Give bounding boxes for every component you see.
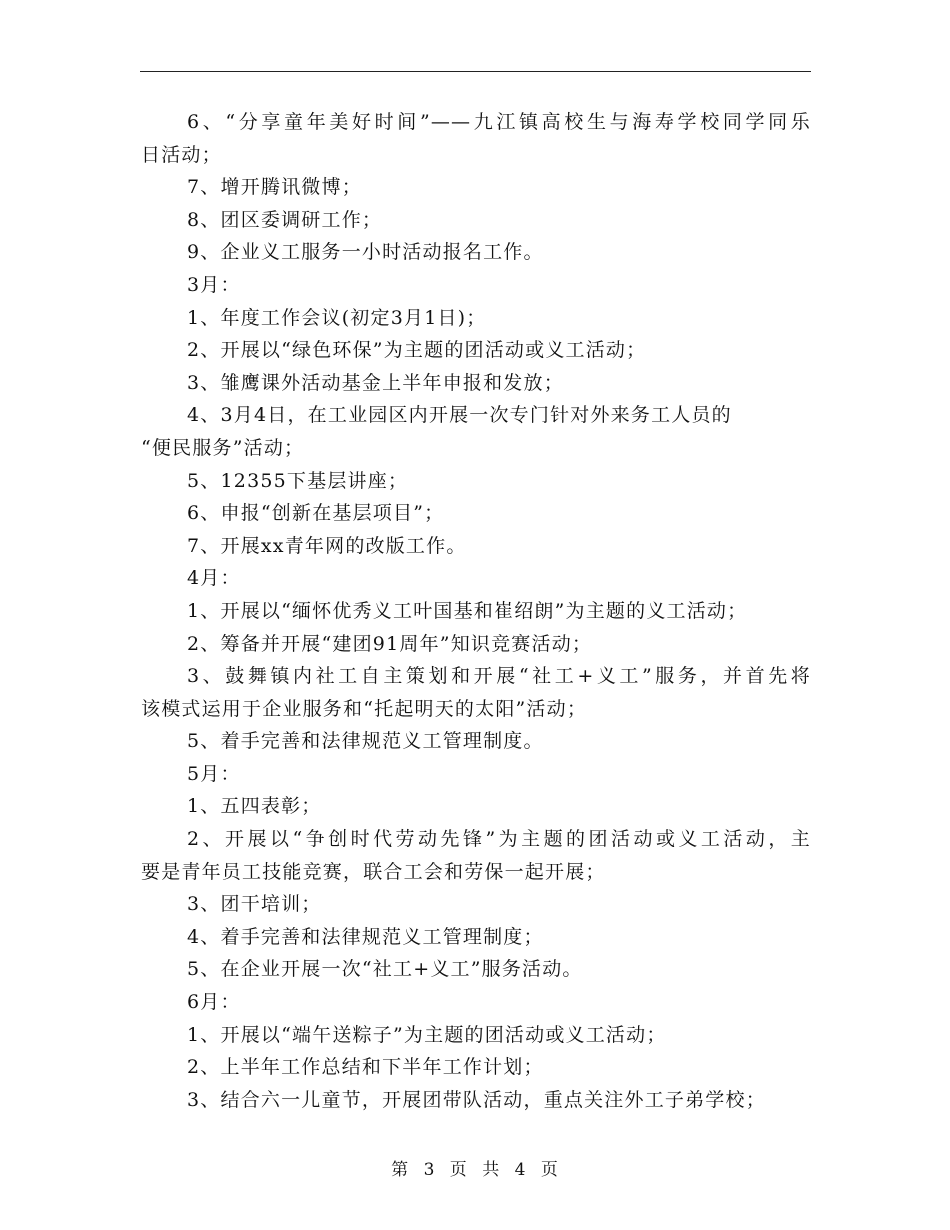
footer-total-pages: 4 <box>514 1160 527 1180</box>
footer-page-label: 页 <box>449 1160 468 1180</box>
text-line: 7、开展xx青年网的改版工作。 <box>187 534 467 557</box>
text-line: 9、企业义工服务一小时活动报名工作。 <box>187 241 544 264</box>
text-line: 3、鼓舞镇内社工自主策划和开展“社工+义工”服务，并首先将 <box>187 665 811 688</box>
text-line: 7、增开腾讯微博； <box>187 176 362 199</box>
footer-prefix: 第 <box>391 1160 410 1180</box>
text-line: 4、着手完善和法律规范义工管理制度； <box>187 925 544 948</box>
text-line: 3、团干培训； <box>187 893 322 916</box>
text-line: 6、申报“创新在基层项目”； <box>187 502 445 525</box>
page-footer <box>0 1155 950 1180</box>
text-line: 6月： <box>187 991 241 1014</box>
text-line: 要是青年员工技能竞赛，联合工会和劳保一起开展； <box>141 860 606 883</box>
text-line: 6、“分享童年美好时间”——九江镇高校生与海寿学校同学同乐 <box>187 111 811 133</box>
text-line: 4月： <box>187 567 241 590</box>
text-line: 2、开展以“争创时代劳动先锋”为主题的团活动或义工活动，主 <box>187 828 811 851</box>
text-line: 日活动； <box>141 143 222 166</box>
text-line: 2、开展以“绿色环保”为主题的团活动或义工活动； <box>187 339 647 362</box>
text-line: 3、雏鹰课外活动基金上半年申报和发放； <box>187 371 564 394</box>
text-line: 1、年度工作会议(初定3月1日)； <box>187 306 487 329</box>
footer-total-label: 页 <box>540 1160 559 1180</box>
text-line: 5、着手完善和法律规范义工管理制度。 <box>187 730 544 753</box>
text-line: 8、团区委调研工作； <box>187 208 383 231</box>
footer-total-prefix: 共 <box>482 1160 501 1180</box>
text-line: 3、结合六一儿童节，开展团带队活动，重点关注外工子弟学校； <box>187 1088 766 1111</box>
footer-current-page: 3 <box>423 1160 436 1180</box>
text-line: 2、上半年工作总结和下半年工作计划； <box>187 1056 544 1079</box>
text-line: “便民服务”活动； <box>141 436 305 459</box>
text-line: 1、开展以“缅怀优秀义工叶国基和崔绍朗”为主题的义工活动； <box>187 599 748 622</box>
text-line: 5、12355下基层讲座； <box>187 469 409 492</box>
text-line: 3月： <box>187 273 241 296</box>
text-line: 5、在企业开展一次“社工+义工”服务活动。 <box>187 958 583 981</box>
text-line: 4、3月4日，在工业园区内开展一次专门针对外来务工人员的 <box>187 404 732 427</box>
text-line: 2、筹备并开展“建团91周年”知识竞赛活动； <box>187 632 593 655</box>
document-body <box>141 106 811 1116</box>
text-line: 5月： <box>187 762 241 785</box>
text-line: 1、五四表彰； <box>187 795 322 818</box>
text-line: 该模式运用于企业服务和“托起明天的太阳”活动； <box>141 697 588 720</box>
text-line: 1、开展以“端午送粽子”为主题的团活动或义工活动； <box>187 1023 667 1046</box>
header-rule <box>140 71 811 72</box>
